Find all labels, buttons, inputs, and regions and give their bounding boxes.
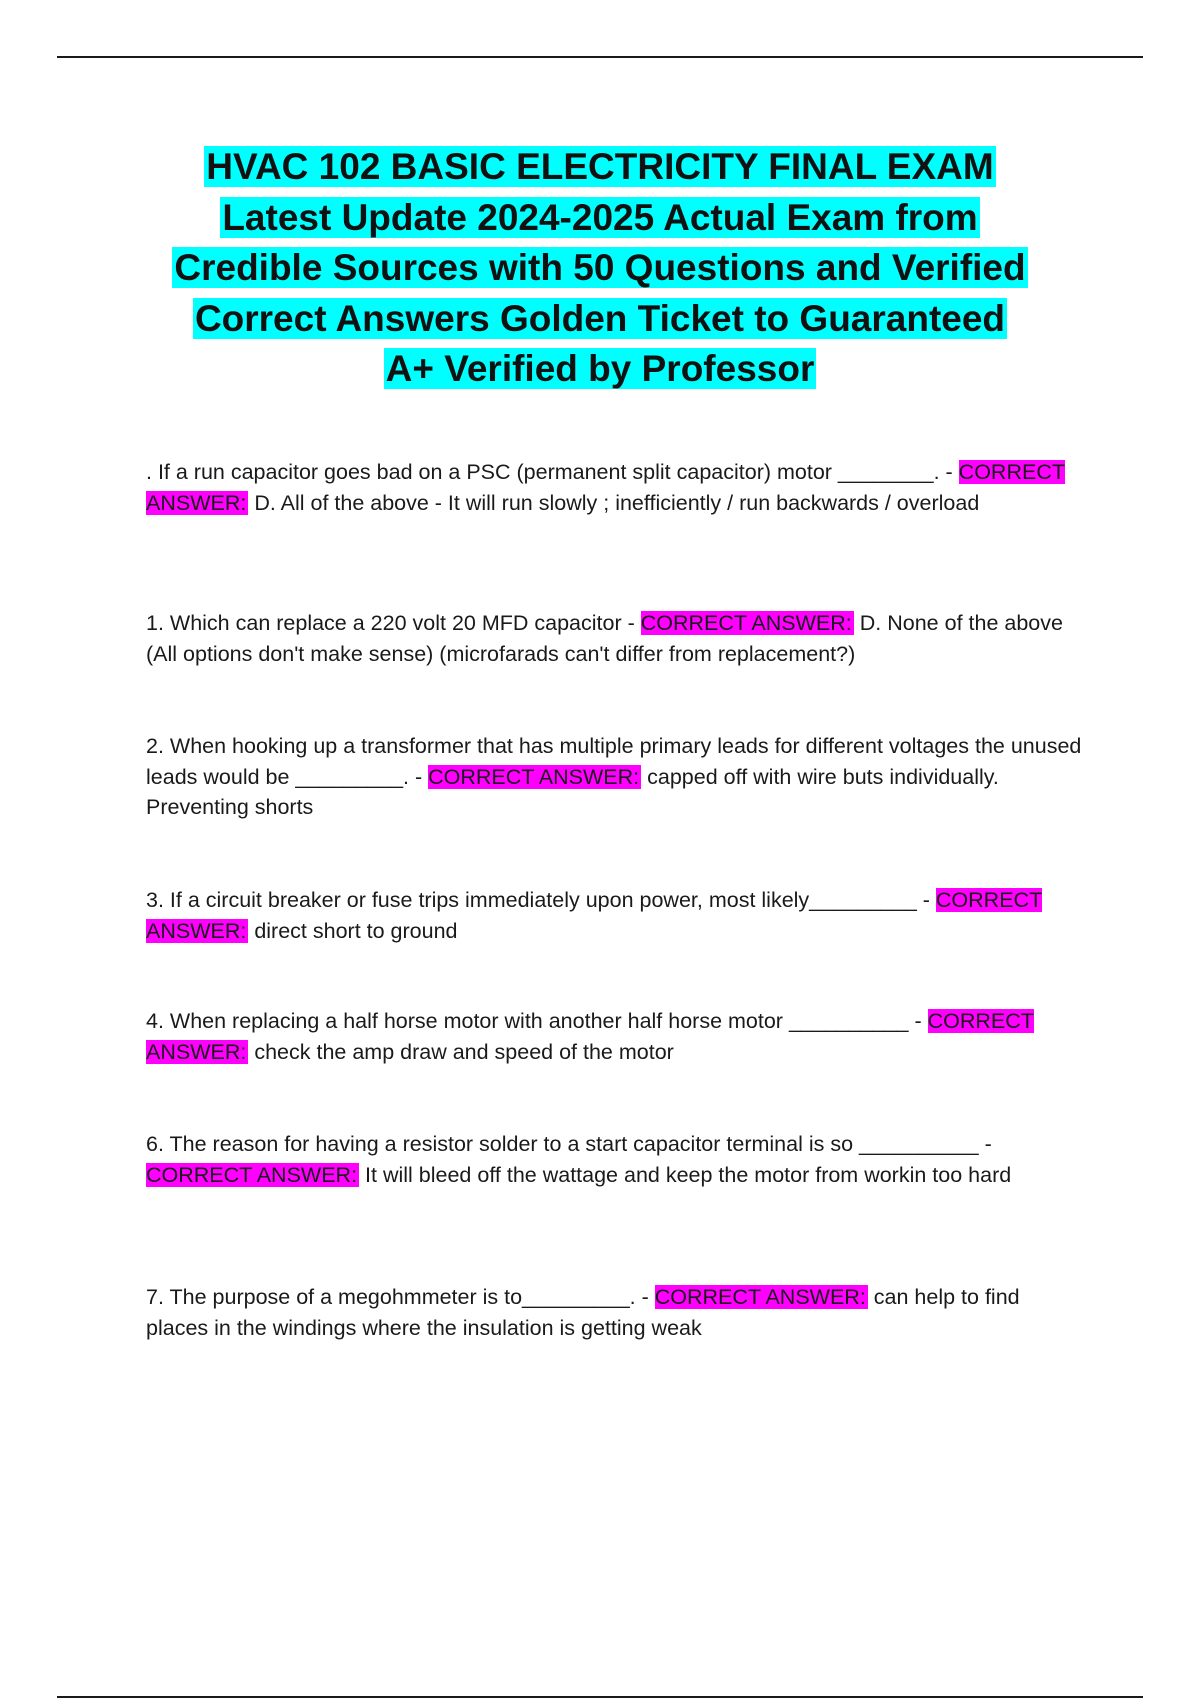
answer-label: CORRECT ANSWER: (640, 611, 852, 635)
title-line: Latest Update 2024-2025 Actual Exam from (222, 196, 978, 238)
answer-text: can help to find places in the windings where the insulation is getting weak (146, 1285, 1020, 1340)
qa-item (146, 457, 1086, 518)
answer-text: check the amp draw and speed of the motor (254, 1039, 674, 1064)
question-text: 1. Which can replace a 220 volt 20 MFD capacitor - (146, 611, 641, 635)
title-line: HVAC 102 BASIC ELECTRICITY FINAL EXAM (206, 146, 994, 187)
title-line: Credible Sources with 50 Questions and Verified (174, 247, 1026, 288)
question-text: 6. The reason for having a resistor solder to a start capacitor terminal is so __________ - (146, 1132, 992, 1156)
qa-item (146, 885, 1086, 946)
qa-item (146, 731, 1086, 823)
answer-label: CORRECT ANSWER: (146, 1009, 1034, 1064)
qa-item (146, 1006, 1086, 1067)
question-text: 4. When replacing a half horse motor with another half horse motor __________ - (146, 1009, 928, 1033)
title-line: Correct Answers Golden Ticket to Guaranteed (194, 297, 1006, 339)
answer-label: CORRECT ANSWER: (146, 1162, 358, 1187)
answer-label: CORRECT ANSWER: (146, 460, 1065, 515)
answer-label: CORRECT ANSWER: (428, 764, 640, 789)
answer-text: D. None of the above (All options don't make sense) (microfarads can't differ from replacement?) (146, 611, 1063, 666)
answer-label: CORRECT ANSWER: (654, 1285, 866, 1309)
answer-text: direct short to ground (254, 918, 458, 943)
question-text: 2. When hooking up a transformer that has multiple primary leads for different voltages the unused leads would be _________. - (146, 734, 1082, 789)
answer-text: D. All of the above - It will run slowly ; inefficiently / run backwards / overload (254, 490, 980, 515)
qa-item (146, 1282, 1086, 1343)
question-text: 7. The purpose of a megohmmeter is to_________. - (146, 1285, 655, 1309)
top-rule (57, 56, 1143, 58)
answer-text: capped off with wire buts individually. Preventing shorts (146, 764, 999, 819)
bottom-rule (57, 1696, 1143, 1698)
qa-item (146, 1129, 1086, 1190)
question-text: 3. If a circuit breaker or fuse trips immediately upon power, most likely_________ - (146, 888, 936, 912)
answer-text: It will bleed off the wattage and keep the motor from workin too hard (365, 1162, 1012, 1187)
document-title (100, 142, 1100, 395)
title-line: A+ Verified by Professor (385, 348, 815, 389)
answer-label: CORRECT ANSWER: (146, 888, 1043, 943)
qa-item (146, 608, 1086, 669)
question-text: . If a run capacitor goes bad on a PSC (permanent split capacitor) motor ________. - (146, 460, 959, 484)
